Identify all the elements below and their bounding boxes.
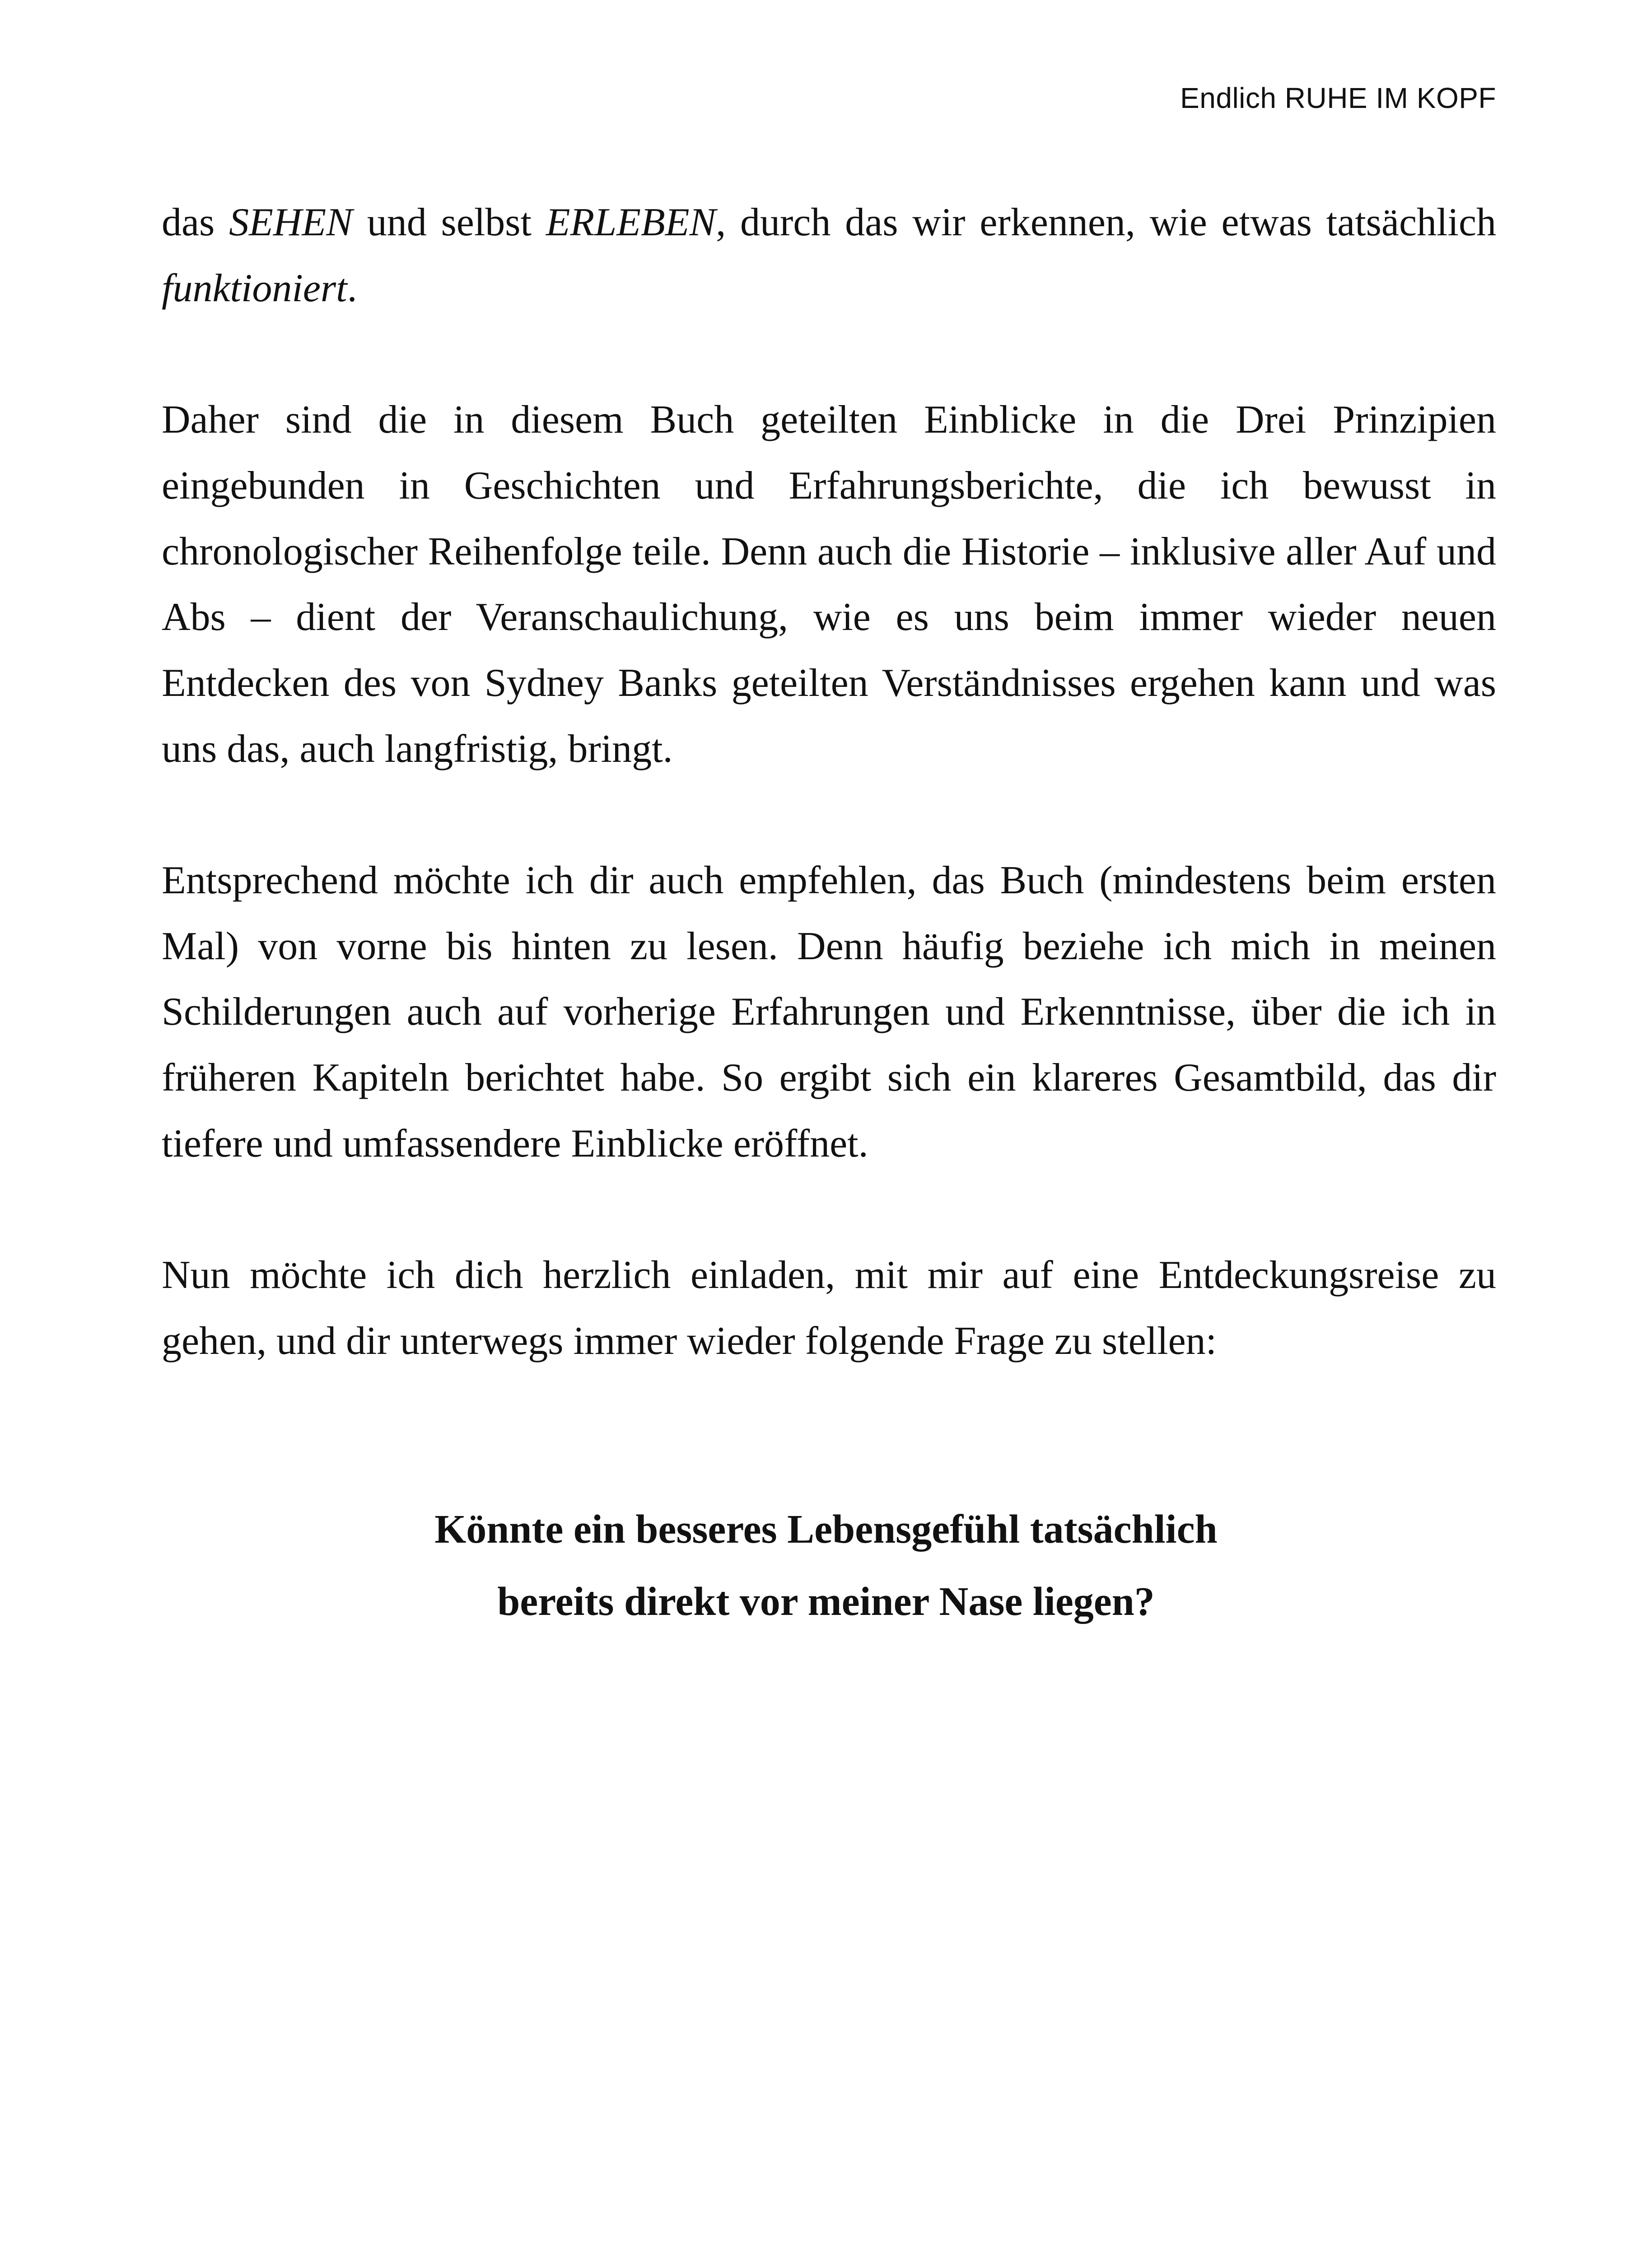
- paragraph-1-part4: .: [347, 266, 357, 310]
- closing-question-line-1: Könnte ein besseres Lebensgefühl tatsächlich: [434, 1507, 1218, 1552]
- emphasis-funktioniert: funktioniert: [162, 266, 347, 310]
- paragraph-4: Nun möchte ich dich herzlich einladen, mit mir auf eine Entdeckungsreise zu gehen, und dir unterwegs immer wieder folgende Frage zu stellen:: [162, 1253, 1496, 1363]
- paragraph-1-part3: , durch das wir erkennen, wie etwas tatsächlich: [716, 201, 1497, 244]
- paragraph-2: Daher sind die in diesem Buch geteilten Einblicke in die Drei Prinzipien eingebunden in Geschichten und Erfahrungsberichte, die ich bewusst in chronologischer Reihenfolge teile. Denn auch die Historie – inklusive aller Auf und Abs – dient der Veranschaulichung, wie es uns beim immer wieder neuen Entdecken des von Sydney Banks geteilten Verständnisses ergehen kann und was uns das, auch langfristig, bringt.: [162, 398, 1496, 771]
- paragraph-1: [162, 190, 1496, 321]
- paragraph-3: Entsprechend möchte ich dir auch empfehlen, das Buch (mindestens beim ersten Mal) von vorne bis hinten zu lesen. Denn häufig beziehe ich mich in meinen Schilderungen auch auf vorherige Erfahrungen und Erkenntnisse, über die ich in früheren Kapiteln berichtet habe. So ergibt sich ein klareres Gesamtbild, das dir tiefere und umfassendere Einblicke eröffnet.: [162, 858, 1496, 1166]
- emphasis-sehen: SEHEN: [229, 201, 353, 244]
- body-text: [162, 190, 1496, 1374]
- paragraph-1-part2: und selbst: [352, 201, 546, 244]
- emphasis-erleben: ERLEBEN: [546, 201, 716, 244]
- running-header: Endlich RUHE IM KOPF: [1180, 82, 1496, 114]
- closing-question-line-2: bereits direkt vor meiner Nase liegen?: [497, 1579, 1155, 1624]
- paragraph-1-part1: das: [162, 201, 229, 244]
- closing-question: [0, 1493, 1652, 1638]
